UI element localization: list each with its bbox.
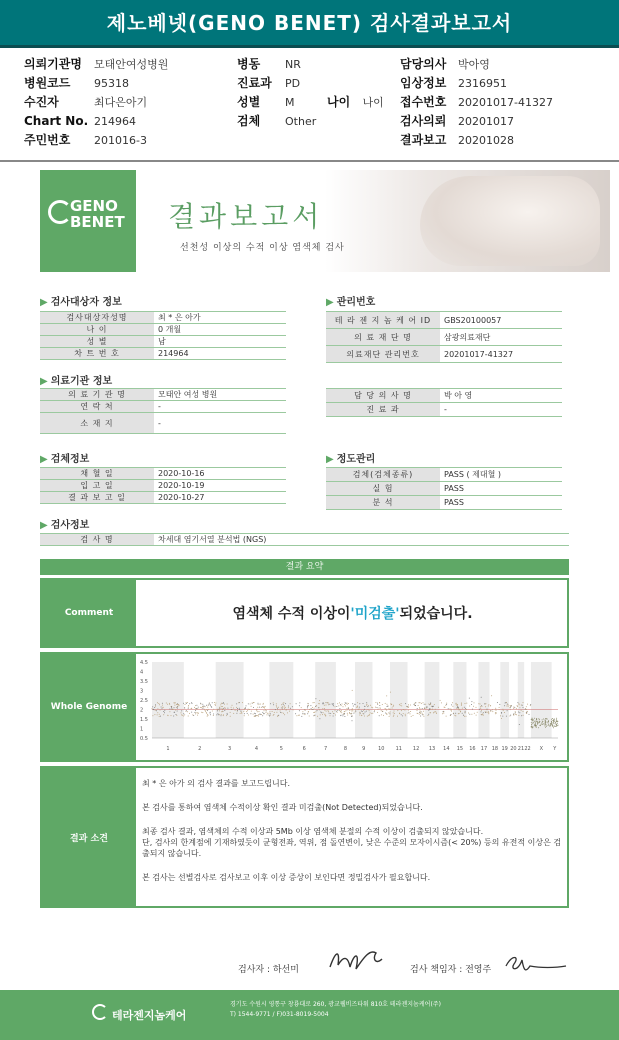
x-tick-label: 13 (428, 746, 436, 752)
chromosome-band (390, 662, 408, 738)
chromosome-band (355, 662, 373, 738)
institution-table (40, 388, 286, 434)
chromosome-band (152, 662, 184, 738)
y-tick-label: 3.5 (140, 679, 148, 685)
report-p1: 최 * 은 아가 의 검사 결과를 보고드립니다. (142, 779, 290, 788)
table-row (326, 496, 562, 510)
header-field-label: 주민번호 (24, 133, 71, 147)
table-key: 검사대상자성명 (40, 312, 154, 324)
table-row (326, 468, 562, 482)
logo-g-icon (48, 200, 72, 224)
manage-table (326, 311, 562, 363)
report-p3a: 최종 검사 결과, 염색체의 수적 이상과 5Mb 이상 염색체 분절의 수적 이상이 검출되지 않았습니다. (142, 827, 484, 836)
chromosome-band (500, 662, 509, 738)
header-field-value: 201016-3 (94, 134, 147, 147)
header-field-value: 2316951 (458, 77, 507, 90)
header-field-label: 결과보고 (400, 133, 447, 147)
header-field-value: NR (285, 58, 301, 71)
table-row (40, 324, 286, 336)
table-key: 진 료 과 (326, 403, 440, 417)
x-tick-label: 22 (524, 746, 531, 752)
table-key: 성 별 (40, 336, 154, 348)
y-tick-label: 2 (140, 707, 144, 714)
header-field-value: 214964 (94, 115, 136, 128)
y-tick-label: 0.5 (140, 736, 148, 742)
footer-addr-line-1: 경기도 수원시 영통구 창룡대로 260, 광교웰비즈타워 810호 테라젠지놈케어(주) (230, 1001, 441, 1008)
table-key: 실 험 (326, 482, 440, 496)
chromosome-band (216, 662, 244, 738)
logo-text (70, 198, 125, 230)
header-col-3 (400, 55, 553, 150)
header-col-1 (24, 55, 168, 150)
table-key: 차 트 번 호 (40, 348, 154, 360)
x-tick-label: 4 (254, 746, 259, 752)
header-field (237, 93, 316, 112)
table-row (326, 346, 562, 363)
x-tick-label: 17 (480, 746, 488, 752)
whole-genome-row (40, 652, 569, 762)
doctor-table (326, 388, 562, 417)
header-field (24, 112, 168, 131)
table-row (40, 480, 286, 492)
table-value: PASS ( 제대혈 ) (444, 470, 501, 479)
header-field-label: Chart No. (24, 114, 89, 128)
header-field-label: 접수번호 (400, 95, 447, 109)
header-field (24, 74, 168, 93)
report-text (142, 778, 562, 896)
chromosome-band (315, 662, 336, 738)
x-tick-label: 6 (302, 746, 306, 752)
report-banner (40, 170, 610, 272)
manager-signature-mark (500, 950, 570, 976)
header-field (24, 55, 168, 74)
header-field-label: 담당의사 (400, 57, 447, 71)
section-subject-title: ▶ 검사대상자 정보 (40, 297, 122, 308)
table-value: 2020-10-19 (158, 481, 205, 490)
x-tick-label: 21 (517, 746, 525, 752)
header-field-value: 95318 (94, 77, 129, 90)
header-field-value: PD (285, 77, 301, 90)
table-value: 차세대 염기서열 분석법 (NGS) (158, 535, 267, 544)
terragen-logo-icon (92, 1004, 108, 1020)
table-row (326, 312, 562, 329)
table-row (326, 403, 562, 417)
table-value: PASS (444, 484, 464, 493)
footer-addr-line-2: T) 1544-9771 / F)031-8019-5004 (230, 1011, 329, 1018)
banner-subtitle: 선천성 이상의 수적 이상 염색체 검사 (180, 243, 345, 253)
header-field-label: 의뢰기관명 (24, 57, 82, 71)
section-qc-title: ▶ 정도관리 (326, 454, 376, 465)
table-key: 검 사 명 (40, 534, 154, 546)
y-tick-label: 4 (140, 669, 144, 676)
table-key: 연 락 처 (40, 401, 154, 413)
header-field (24, 93, 168, 112)
subject-table (40, 311, 286, 360)
table-value: - (158, 418, 161, 428)
table-value: 모태안 여성 병원 (158, 390, 218, 399)
header-field (400, 74, 553, 93)
report-row (40, 766, 569, 908)
table-key: 입 고 일 (40, 480, 154, 492)
header-field-label: 수진자 (24, 95, 59, 109)
x-tick-label: 19 (501, 746, 508, 752)
table-key: 담 당 의 사 명 (326, 389, 440, 403)
banner-title: 결과보고서 (168, 200, 324, 233)
header-field-value: 모태안여성병원 (94, 58, 169, 71)
header-field (400, 55, 553, 74)
header-field-value: 박아영 (458, 58, 490, 71)
x-tick-label: 2 (198, 746, 202, 752)
header-field (24, 131, 168, 150)
report-title: 제노베넷(GENO BENET) 검사결과보고서 (106, 11, 513, 35)
table-value: 삼광의료재단 (444, 332, 491, 342)
logo-line-2: BENET (70, 213, 125, 231)
y-tick-label: 1 (140, 726, 144, 733)
table-row (40, 413, 286, 434)
table-value: 남 (158, 337, 166, 346)
comment-row (40, 578, 569, 648)
table-row (40, 492, 286, 504)
header-field-value: M (285, 96, 295, 109)
table-value: 2020-10-16 (158, 469, 205, 478)
x-tick-label: 1 (166, 746, 170, 752)
specimen-table (40, 467, 286, 504)
chromosome-band (269, 662, 293, 738)
table-value: GBS20100057 (444, 315, 502, 325)
geno-benet-logo (40, 170, 136, 272)
tester-signature: 검사자 : 하선미 (238, 965, 299, 975)
table-row (40, 401, 286, 413)
x-tick-label: 9 (362, 746, 366, 752)
header-field-label: 검체 (237, 114, 261, 128)
report-label: 결과 소견 (42, 768, 136, 906)
header-age (327, 93, 384, 112)
header-field-label: 병동 (237, 57, 261, 71)
header-field-value: 20201017 (458, 115, 514, 128)
table-key: 결 과 보 고 일 (40, 492, 154, 504)
comment-text (138, 580, 567, 646)
header-col-2 (237, 55, 316, 131)
table-row (40, 312, 286, 324)
table-key: 나 이 (40, 324, 154, 336)
test-table (40, 533, 569, 546)
y-tick-label: 1.5 (140, 717, 148, 723)
y-tick-label: 3 (140, 688, 144, 695)
section-specimen-title: ▶ 검체정보 (40, 454, 90, 465)
header-field (400, 93, 553, 112)
table-row (326, 482, 562, 496)
x-tick-label: 8 (343, 746, 348, 752)
section-institution-title: ▶ 의료기관 정보 (40, 376, 113, 387)
table-key: 의 료 기 관 명 (40, 389, 154, 401)
x-tick-label: 5 (279, 746, 283, 752)
x-tick-label: 14 (443, 746, 450, 752)
x-tick-label: 11 (395, 746, 402, 752)
footer (0, 990, 619, 1040)
comment-label: Comment (42, 580, 136, 646)
report-p4: 본 검사는 선별검사로 검사보고 이후 이상 증상이 보인다면 정밀검사가 필요합니다. (142, 873, 431, 882)
header-field-label: 성별 (237, 95, 261, 109)
table-row (40, 336, 286, 348)
x-tick-label: 10 (378, 746, 385, 752)
table-key: 테 라 젠 지 놈 케 어 ID (326, 312, 440, 329)
summary-header: 결과 요약 (40, 559, 569, 575)
report-p3b: 단, 검사의 한계점에 기재하였듯이 균형전좌, 역위, 점 돌연변이, 낮은 수준의 모자이시즘(< 20%) 등의 유전적 이상은 검출되지 않습니다. (142, 838, 562, 858)
table-row (40, 534, 569, 546)
header-field-value: Other (285, 115, 317, 128)
table-row (326, 329, 562, 346)
logo-line-1: GENO (70, 197, 118, 215)
table-key: 채 혈 일 (40, 468, 154, 480)
comment-pre: 염색체 수적 이상이 (232, 606, 351, 622)
x-tick-label: X (539, 746, 544, 752)
header-field (237, 112, 316, 131)
header-field-label: 임상정보 (400, 76, 447, 90)
header-field (237, 74, 316, 93)
report-title-bar (0, 0, 619, 48)
tester-signature-mark (326, 945, 386, 975)
table-key: 의 료 재 단 명 (326, 329, 440, 346)
x-tick-label: 7 (323, 746, 328, 752)
age-value: 나이 (362, 96, 384, 109)
report-p2: 본 검사를 통하여 염색체 수적이상 확인 결과 미검출(Not Detected)되었습니다. (142, 803, 423, 812)
table-key: 검체(검체종류) (326, 468, 440, 482)
chromosome-band (425, 662, 440, 738)
header-field-value: 20201017-41327 (458, 96, 553, 109)
chromosome-band (478, 662, 489, 738)
chromosome-band (531, 662, 552, 738)
qc-table (326, 467, 562, 510)
header-field (400, 112, 553, 131)
x-tick-label: 3 (228, 746, 232, 752)
section-manage-title: ▶ 관리번호 (326, 297, 376, 308)
x-tick-label: 16 (469, 746, 476, 752)
baby-feet-image (420, 176, 600, 266)
table-value: 214964 (158, 349, 189, 358)
x-tick-label: 15 (456, 746, 464, 752)
x-tick-label: 12 (412, 746, 420, 752)
x-tick-label: Y (553, 746, 557, 752)
chromosome-band (453, 662, 466, 738)
header-field-label: 진료과 (237, 76, 272, 90)
age-label: 나이 (327, 95, 351, 109)
table-key: 소 재 지 (40, 413, 154, 434)
table-value: 0 개월 (158, 325, 182, 334)
table-value: 박 아 영 (444, 391, 473, 400)
header-field (400, 131, 553, 150)
table-row (40, 348, 286, 360)
section-test-title: ▶ 검사정보 (40, 520, 90, 531)
manager-signature: 검사 책임자 : 전영주 (410, 965, 492, 975)
x-tick-label: 20 (510, 746, 517, 752)
header-field-value: 최다은아기 (94, 96, 148, 109)
table-key: 의료재단 관리번호 (326, 346, 440, 363)
x-tick-label: 18 (491, 746, 499, 752)
header-divider (0, 160, 619, 162)
table-value: - (158, 402, 161, 411)
y-tick-label: 2.5 (140, 698, 148, 704)
whole-genome-plot (138, 656, 567, 758)
table-row (326, 389, 562, 403)
table-row (40, 468, 286, 480)
table-value: PASS (444, 498, 464, 507)
table-value: 2020-10-27 (158, 493, 205, 502)
header-field-value: 20201028 (458, 134, 514, 147)
table-key: 분 석 (326, 496, 440, 510)
chromosome-band (518, 662, 524, 738)
comment-highlight: '미검출' (350, 606, 400, 622)
comment-post: 되었습니다. (399, 606, 473, 622)
footer-brand: 테라젠지놈케어 (112, 1009, 187, 1022)
table-value: 20201017-41327 (444, 349, 514, 359)
header-field-label: 검사의뢰 (400, 114, 447, 128)
footer-address (230, 1000, 441, 1020)
table-value: - (444, 405, 447, 414)
whole-genome-label: Whole Genome (42, 654, 136, 760)
y-tick-label: 4.5 (140, 660, 148, 666)
header-field-label: 병원코드 (24, 76, 71, 90)
header-field (237, 55, 316, 74)
table-row (40, 389, 286, 401)
table-value: 최 * 은 아가 (158, 313, 201, 322)
